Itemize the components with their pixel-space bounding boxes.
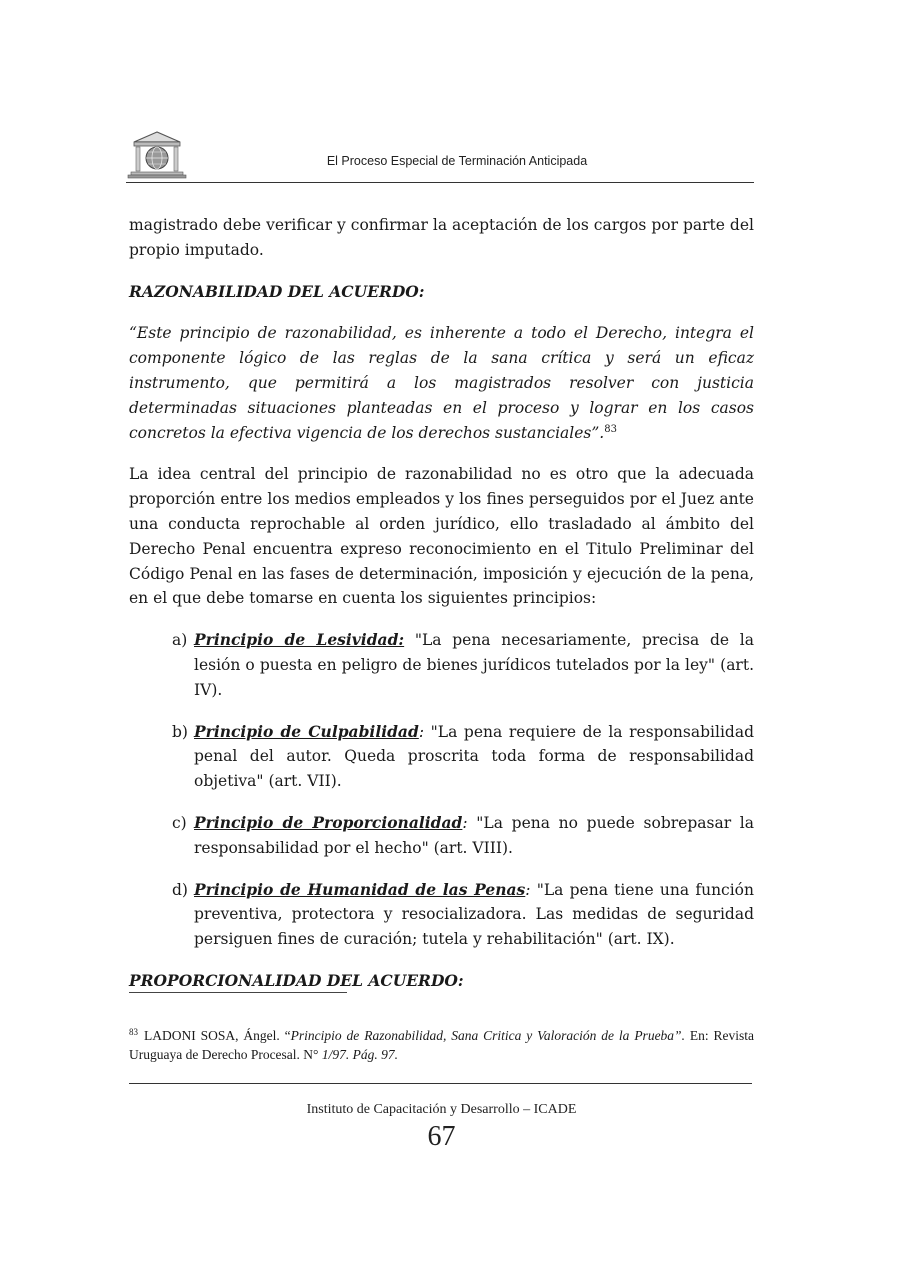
footnote-reference[interactable]: 83 xyxy=(604,423,617,435)
list-marker: c) xyxy=(172,813,187,832)
list-item xyxy=(172,811,754,861)
principle-colon: : xyxy=(418,722,425,741)
footnote-source: En: Revista Uruguaya de Derecho Procesal. N° xyxy=(129,1028,754,1062)
list-item xyxy=(172,878,754,952)
principle-colon: : xyxy=(462,813,468,832)
list-marker: d) xyxy=(172,880,188,899)
principles-list xyxy=(129,628,754,952)
principle-name: Principio de Humanidad de las Penas xyxy=(194,879,526,899)
list-item xyxy=(172,628,754,702)
quote-text: “Este principio de razonabilidad, es inherente a todo el Derecho, integra el componente lógico de las reglas de la sana crítica y será un eficaz instrumento, que permitirá a los magistrados resolver con justicia determinadas situaciones planteadas en el proceso y lograr en los casos concretos la efectiva vigencia de los derechos sustanciales”. xyxy=(129,324,754,442)
footer-divider xyxy=(129,1083,752,1084)
footer-institution: Instituto de Capacitación y Desarrollo – ICADE xyxy=(306,1102,577,1117)
principle-colon: : xyxy=(525,880,531,899)
principle-text: "La pena requiere de la responsabilidad penal del autor. Queda proscrita toda forma de responsabilidad objetiva" (art. VII). xyxy=(194,722,754,791)
principle-text: "La pena no puede sobrepasar la responsabilidad por el hecho" (art. VIII). xyxy=(194,813,754,857)
header-title: El Proceso Especial de Terminación Anticipada xyxy=(326,154,588,168)
principle-name: Principio de Culpabilidad xyxy=(194,721,419,741)
principle-name: Principio de Proporcionalidad xyxy=(194,812,463,832)
body-paragraph: La idea central del principio de razonabilidad no es otro que la adecuada proporción entre los medios empleados y los fines perseguidos por el Juez ante una conducta reprochable al orden jurídico, ello trasladado al ámbito del Derecho Penal encuentra expreso reconocimiento en el Titulo Preliminar del Código Penal en las fases de determinación, imposición y ejecución de la pena, en el que debe tomarse en cuenta los siguientes principios: xyxy=(129,465,754,608)
page-header xyxy=(126,130,754,186)
footnote-author: LADONI SOSA, Ángel. “ xyxy=(144,1028,291,1043)
section-heading-proporcionalidad: PROPORCIONALIDAD DEL ACUERDO: xyxy=(129,970,464,990)
footnote xyxy=(129,1026,754,1064)
header-divider xyxy=(126,182,754,183)
list-marker: b) xyxy=(172,722,188,741)
principle-name: Principio de Lesividad: xyxy=(194,630,405,650)
block-quote xyxy=(129,321,754,445)
principle-text: "La pena necesariamente, precisa de la lesión o puesta en peligro de bienes jurídicos tutelados por la ley" (art. IV). xyxy=(194,631,754,699)
section-heading-razonabilidad: RAZONABILIDAD DEL ACUERDO: xyxy=(129,281,425,301)
list-item xyxy=(172,720,754,794)
footnote-issue: 1/97. Pág. 97. xyxy=(321,1047,398,1062)
principle-text: "La pena tiene una función preventiva, protectora y resocializadora. Las medidas de seguridad persiguen fines de curación; tutela y rehabilitación" (art. IX). xyxy=(194,880,755,949)
list-marker: a) xyxy=(172,631,188,650)
footnote-title: Principio de Razonabilidad, Sana Critica y Valoración de la Prueba”. xyxy=(290,1028,685,1043)
main-content xyxy=(129,213,754,1011)
intro-paragraph: magistrado debe verificar y confirmar la aceptación de los cargos por parte del propio imputado. xyxy=(129,216,754,259)
footnote-divider xyxy=(129,992,347,993)
page-number: 67 xyxy=(427,1121,456,1152)
footnote-number: 83 xyxy=(129,1027,138,1037)
